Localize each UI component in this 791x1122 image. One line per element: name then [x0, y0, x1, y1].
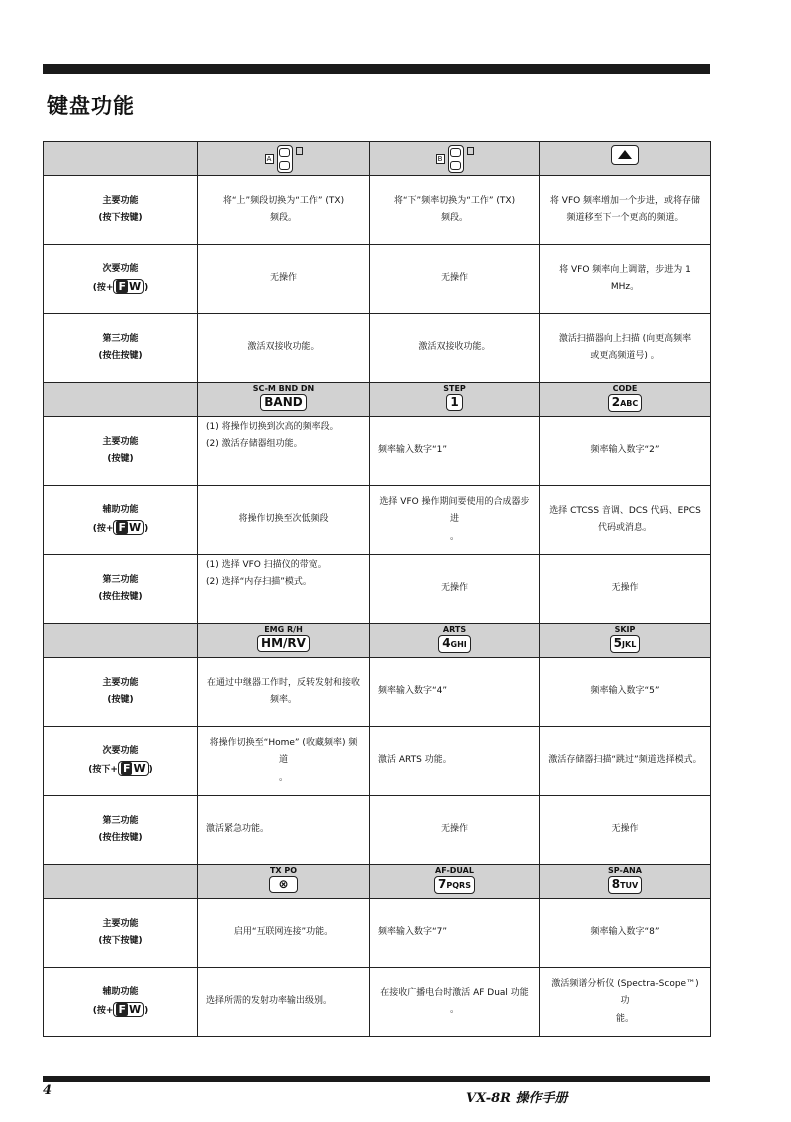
header-blank-cell — [44, 142, 198, 176]
cell: 频率输入数字“4” — [370, 658, 540, 727]
table-row — [44, 727, 711, 796]
cell: 将 VFO 频率增加一个步进，或将存储 频道移至下一个更高的频道。 — [540, 176, 711, 245]
key-header-row — [44, 142, 711, 176]
cell: 启用“互联网连接”功能。 — [198, 899, 370, 968]
cell: 无操作 — [370, 245, 540, 314]
cell: 选择所需的发射功率输出级别。 — [198, 968, 370, 1037]
header-blank-cell — [44, 624, 198, 658]
band-key-icon: BAND — [260, 394, 306, 411]
cell: 激活频谱分析仪 (Spectra-Scope™) 功 能。 — [540, 968, 711, 1037]
cell: 将操作切换至次低频段 — [198, 486, 370, 555]
key-a-dial — [198, 142, 370, 176]
header-blank-cell — [44, 383, 198, 417]
header-blank-cell — [44, 865, 198, 899]
cell: 将操作切换至“Home” (收藏频率) 频道 。 — [198, 727, 370, 796]
key-1: STEP 1 — [370, 383, 540, 417]
a-label-icon: A — [265, 154, 274, 164]
cell: 无操作 — [540, 555, 711, 624]
small-square-icon — [296, 147, 303, 155]
table-row — [44, 968, 711, 1037]
dial-a-icon — [277, 145, 293, 173]
table-row — [44, 796, 711, 865]
fw-key-icon: F W — [113, 520, 144, 535]
key-band: SC-M BND DN BAND — [198, 383, 370, 417]
key-header-row — [44, 383, 711, 417]
cell: 激活双接收功能。 — [370, 314, 540, 383]
row-label: 主要功能 (按下按键) — [44, 899, 198, 968]
key-internet: TX PO ⊗ — [198, 865, 370, 899]
table-row — [44, 245, 711, 314]
cell: 将 VFO 频率向上调谐，步进为 1 MHz。 — [540, 245, 711, 314]
key-b-dial — [370, 142, 540, 176]
row-label: 次要功能 (按下+ F W ) — [44, 727, 198, 796]
cell: 激活扫描器向上扫描 (向更高频率 或更高频道号) 。 — [540, 314, 711, 383]
key-8: SP-ANA 8TUV — [540, 865, 711, 899]
digit-4-key-icon: 4GHI — [438, 635, 471, 653]
fw-key-icon: F W — [113, 1002, 144, 1017]
key-5: SKIP 5JKL — [540, 624, 711, 658]
bottom-rule — [43, 1076, 710, 1082]
key-header-row — [44, 865, 711, 899]
table-row — [44, 555, 711, 624]
digit-2-key-icon: 2ABC — [608, 394, 643, 412]
table-row — [44, 658, 711, 727]
key-2: CODE 2ABC — [540, 383, 711, 417]
cell: 频率输入数字“1” — [370, 417, 540, 486]
small-square-icon — [467, 147, 474, 155]
cell: 在接收广播电台时激活 AF Dual 功能 。 — [370, 968, 540, 1037]
cell: 激活 ARTS 功能。 — [370, 727, 540, 796]
row-label: 第三功能 (按住按键) — [44, 555, 198, 624]
top-rule — [43, 64, 710, 74]
cell: 无操作 — [370, 796, 540, 865]
key-hm-rv: EMG R/H HM/RV — [198, 624, 370, 658]
dial-b-icon — [448, 145, 464, 173]
table-row — [44, 176, 711, 245]
digit-7-key-icon: 7PQRS — [434, 876, 475, 894]
cell: 频率输入数字“7” — [370, 899, 540, 968]
key-function-table — [43, 141, 711, 1037]
digit-1-key-icon: 1 — [446, 394, 462, 411]
row-label: 次要功能 (按+ F W ) — [44, 245, 198, 314]
cell: 激活紧急功能。 — [198, 796, 370, 865]
hm-rv-key-icon: HM/RV — [257, 635, 310, 652]
table-row — [44, 314, 711, 383]
cell: 选择 VFO 操作期间要使用的合成器步进 。 — [370, 486, 540, 555]
cell: 将“下”频率切换为“工作” (TX) 频段。 — [370, 176, 540, 245]
row-label: 主要功能 (按键) — [44, 658, 198, 727]
fw-key-icon: F W — [118, 761, 149, 776]
cell: 激活双接收功能。 — [198, 314, 370, 383]
cell: 频率输入数字“5” — [540, 658, 711, 727]
key-4: ARTS 4GHI — [370, 624, 540, 658]
cell: 无操作 — [198, 245, 370, 314]
table-row — [44, 486, 711, 555]
table-row — [44, 417, 711, 486]
cell: (1) 选择 VFO 扫描仪的带宽。 (2) 选择“内存扫描”模式。 — [198, 555, 370, 624]
row-label: 主要功能 (按键) — [44, 417, 198, 486]
footer-title: VX-8R 操作手册 — [466, 1091, 568, 1106]
cell: 选择 CTCSS 音调、DCS 代码、EPCS 代码或消息。 — [540, 486, 711, 555]
row-label: 主要功能 (按下按键) — [44, 176, 198, 245]
fw-key-icon: F W — [113, 279, 144, 294]
row-label: 辅助功能 (按+ F W ) — [44, 968, 198, 1037]
row-label: 第三功能 (按住按键) — [44, 796, 198, 865]
cell: 无操作 — [370, 555, 540, 624]
digit-8-key-icon: 8TUV — [608, 876, 643, 894]
digit-5-key-icon: 5JKL — [610, 635, 641, 653]
cell: 无操作 — [540, 796, 711, 865]
row-label: 第三功能 (按住按键) — [44, 314, 198, 383]
cell: 将“上”频段切换为“工作” (TX) 频段。 — [198, 176, 370, 245]
cell: (1) 将操作切换到次高的频率段。 (2) 激活存储器组功能。 — [198, 417, 370, 486]
cell: 频率输入数字“8” — [540, 899, 711, 968]
table-row — [44, 899, 711, 968]
up-arrow-key-icon — [611, 145, 639, 165]
cell: 激活存储器扫描“跳过”频道选择模式。 — [540, 727, 711, 796]
key-7: AF-DUAL 7PQRS — [370, 865, 540, 899]
b-label-icon: B — [436, 154, 445, 164]
cell: 在通过中继器工作时，反转发射和接收 频率。 — [198, 658, 370, 727]
cell: 频率输入数字“2” — [540, 417, 711, 486]
page-title: 键盘功能 — [47, 94, 135, 118]
page-number: 4 — [43, 1083, 53, 1098]
row-label: 辅助功能 (按+ F W ) — [44, 486, 198, 555]
internet-key-icon: ⊗ — [269, 876, 297, 893]
key-header-row — [44, 624, 711, 658]
key-up-arrow — [540, 142, 711, 176]
